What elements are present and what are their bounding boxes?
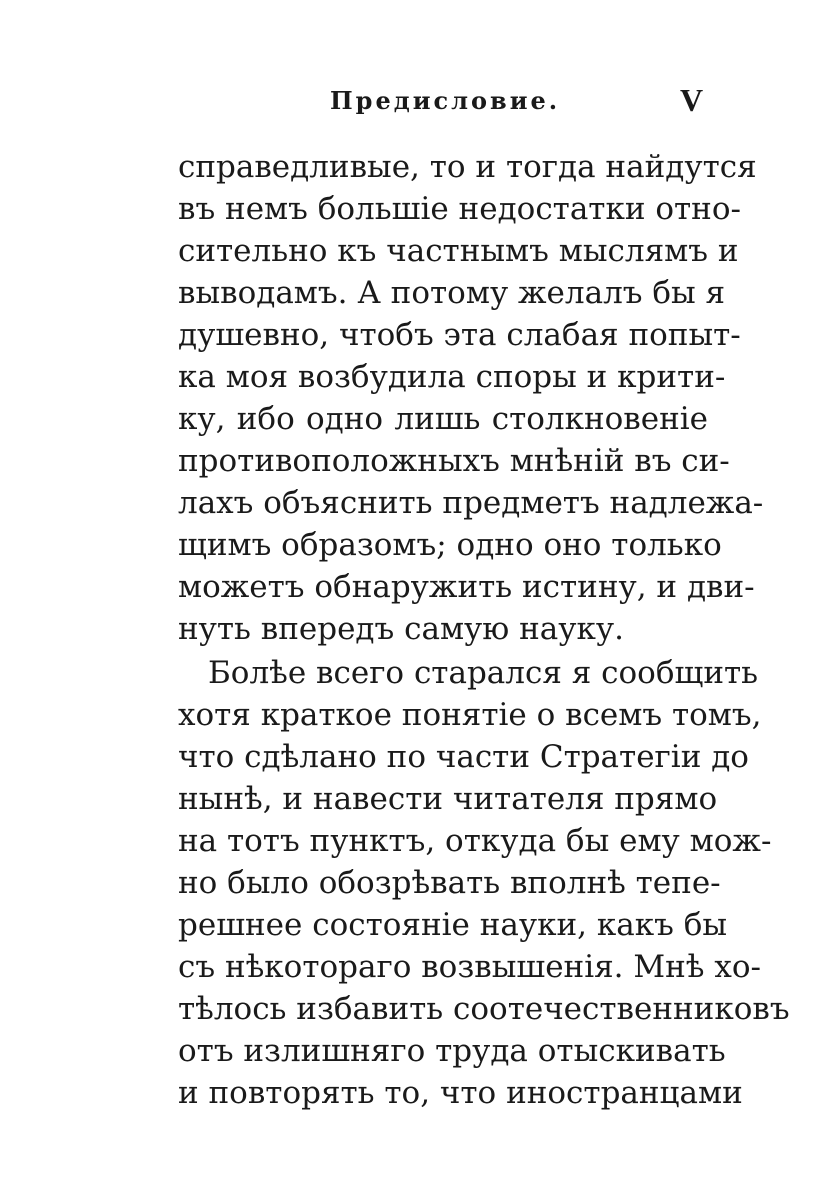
text-line: душевно, чтобъ эта слабая попыт- (178, 317, 741, 353)
text-line: лахъ объяснить предметъ надлежа- (178, 485, 764, 521)
text-line: ка моя возбудила споры и крити- (178, 359, 726, 395)
text-line: съ нѣкотораго возвышенія. Мнѣ хо- (178, 949, 761, 985)
text-line: можетъ обнаружить истину, и дви- (178, 569, 755, 605)
text-line: ку, ибо одно лишь столкновеніе (178, 401, 708, 437)
text-line: нуть впередъ самую науку. (178, 611, 624, 647)
text-line: выводамъ. А потому желалъ бы я (178, 275, 726, 311)
text-line: но было обозрѣвать вполнѣ тепе- (178, 865, 721, 901)
text-line: справедливые, то и тогда найдутся (178, 149, 757, 185)
text-line: отъ излишняго труда отыскивать (178, 1033, 726, 1069)
text-line: противоположныхъ мнѣній въ си- (178, 443, 730, 479)
text-line: на тотъ пунктъ, откуда бы ему мож- (178, 823, 772, 859)
text-line: Болѣе всего старался я сообщить (208, 655, 759, 691)
text-line: хотя краткое понятіе о всемъ томъ, (178, 697, 762, 733)
text-line: въ немъ большіе недостатки отно- (178, 191, 741, 227)
text-line: что сдѣлано по части Стратегіи до (178, 739, 749, 775)
text-line: и повторять то, что иностранцами (178, 1075, 743, 1111)
text-line: сительно къ частнымъ мыслямъ и (178, 233, 739, 269)
running-head: Предисловие. (330, 86, 561, 115)
text-line: нынѣ, и навести читателя прямо (178, 781, 718, 817)
text-line: тѣлось избавить соотечественниковъ (178, 991, 790, 1027)
text-line: щимъ образомъ; одно оно только (178, 527, 722, 563)
page-number: V (680, 82, 704, 118)
text-line: решнее состояніе науки, какъ бы (178, 907, 728, 943)
